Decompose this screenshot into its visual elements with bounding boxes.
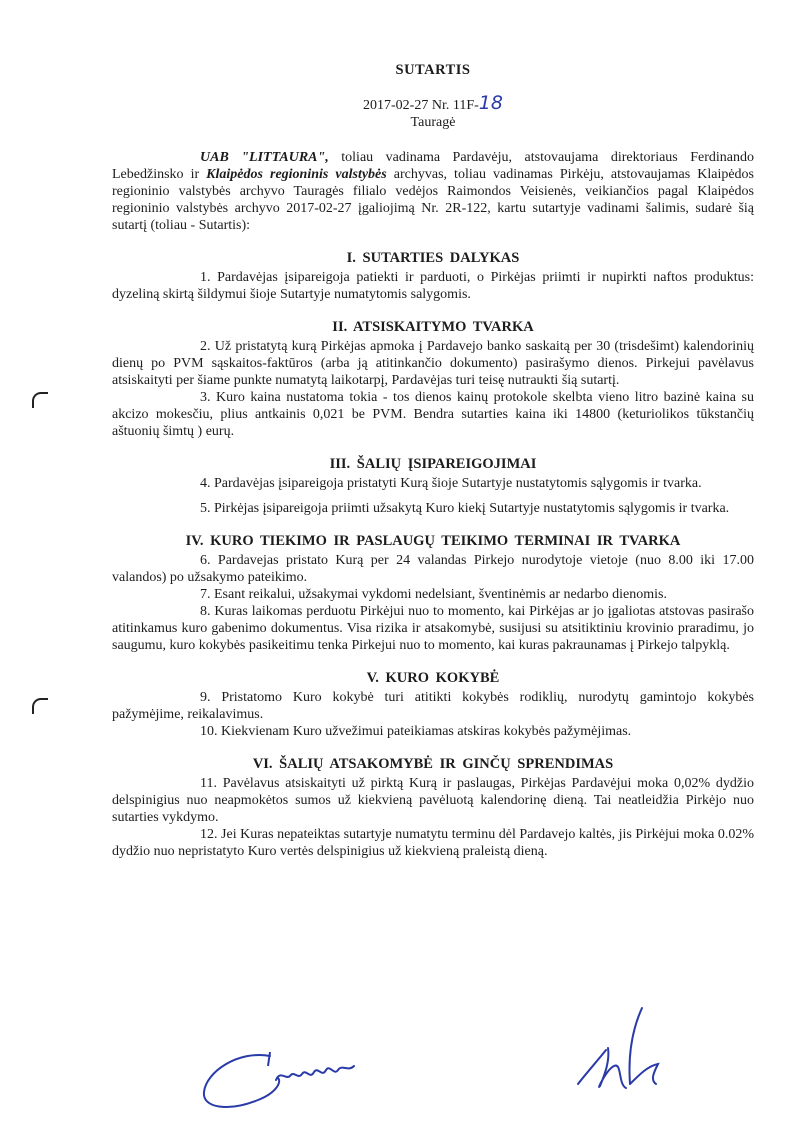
section-heading-1: I. SUTARTIES DALYKAS <box>346 250 520 266</box>
clause-2: 2. Už pristatytą kurą Pirkėjas apmoka į Pardavejo banko saskaitą per 30 (trisdešimt) kalendorinių dienų po PVM sąskaitos-faktūros (arba ją atitinkančio dokumento) pasirašymo dienos. Pirkejui pavėlavus atsiskaityti per šiame punkte numatytą laikotarpį, Pardavėjas turi teisę nutraukti šią sutartį. <box>112 339 754 388</box>
seller-name: UAB "LITTAURA", <box>200 150 329 165</box>
section-heading-2: II. ATSISKAITYMO TVARKA <box>332 319 534 335</box>
section-heading-5: V. KURO KOKYBĖ <box>366 670 500 686</box>
intro-paragraph <box>112 149 754 234</box>
clause-8: 8. Kuras laikomas perduotu Pirkėjui nuo to momento, kai Pirkėjas ar jo įgaliotas atstovas pasirašo atitinkamus kuro gabenimo dokumentus. Visa rizika ir atsakomybė, susijusi su atsitiktiniu krovinio praradimu, jo saugumu, kuro kokybės pasikeitimu tenka Pirkejui nuo to momento, kai kuras pakraunamas į Pirkejo talpyklą. <box>112 604 754 653</box>
date-and-number <box>112 92 754 114</box>
clause-11: 11. Pavėlavus atsiskaityti už pirktą Kurą ir paslaugas, Pirkėjas Pardavėjui moka 0,02% dydžio delspinigius nuo neapmokėtos sumos už kiekvieną pavėluotą kalendorinę dieną. Tai neatleidžia Pirkėjo nuo sutarties vykdymo. <box>112 776 754 825</box>
clause-6: 6. Pardavejas pristato Kurą per 24 valandas Pirkejo nurodytoje vietoje (nuo 8.00 iki 17.00 valandos) po užsakymo pateikimo. <box>112 553 754 585</box>
clause-4: 4. Pardavėjas įsipareigoja pristatyti Kurą šioje Sutartyje nustatytomis sąlygomis ir tvarka. <box>200 476 702 491</box>
buyer-signature <box>570 1000 680 1095</box>
clause-7: 7. Esant reikalui, užsakymai vykdomi nedelsiant, šventinėmis ar nedarbo dienomis. <box>200 587 667 602</box>
section-heading-4: IV. KURO TIEKIMO IR PASLAUGŲ TEIKIMO TERMINAI IR TVARKA <box>185 533 681 549</box>
intro-text-1: toliau vadinama Pardavėju, atstovaujama direktoriaus Ferdinando Lebedžinsko ir <box>112 150 754 182</box>
document-title: SUTARTIS <box>395 62 471 78</box>
clause-1: 1. Pardavėjas įsipareigoja patiekti ir parduoti, o Pirkėjas priimti ir nupirkti naftos produktus: dyzeliną skirtą šildymui šioje Sutartyje numatytomis salygomis. <box>112 270 754 302</box>
punch-hole-mark-upper <box>32 392 48 408</box>
clause-12: 12. Jei Kuras nepateiktas sutartyje numatytu terminu dėl Pardavejo kaltės, jis Pirkėjui moka 0.02% dydžio nuo nepristatyto Kuro vertės delspinigius už kiekvieną praleistą dieną. <box>112 827 754 859</box>
punch-hole-mark-lower <box>32 698 48 714</box>
buyer-name: Klaipėdos regioninis valstybės <box>206 167 387 182</box>
clause-3: 3. Kuro kaina nustatoma tokia - tos dienos kainų protokole skelbta vieno litro bazinė kaina su akcizo mokesčiu, plius antkainis 0,021 be PVM. Bendra sutarties kaina iki 14800 (keturiolikos tūkstančių aštuonių šimtų ) eurų. <box>112 390 754 439</box>
section-heading-6: VI. ŠALIŲ ATSAKOMYBĖ IR GINČŲ SPRENDIMAS <box>252 756 614 772</box>
seller-signature <box>198 1040 398 1115</box>
section-heading-3: III. ŠALIŲ ĮSIPAREIGOJIMAI <box>329 456 537 472</box>
date-line-text: 2017-02-27 Nr. 11F- <box>363 98 479 113</box>
intro-text-2: archyvas, toliau vadinamas Pirkėju, atstovaujamas Klaipėdos regioninio valstybės archyvo Tauragės filialo vedėjos Raimondos Veisienės, veikiančios pagal Klaipėdos regioninio valstybės archyvo 2017-02-27 įgaliojimą Nr. 2R-122, kartu sutartyje vadinami šalimis, sudarė šią sutartį (toliau - Sutartis): <box>112 167 754 233</box>
clause-10: 10. Kiekvienam Kuro užvežimui pateikiamas atskiras kokybės pažymėjimas. <box>200 724 632 739</box>
handwritten-contract-number: 18 <box>478 92 503 114</box>
clause-5: 5. Pirkėjas įsipareigoja priimti užsakytą Kuro kiekį Sutartyje nustatytomis sąlygomis ir tvarka. <box>200 501 730 516</box>
contract-body <box>112 62 754 860</box>
clause-9: 9. Pristatomo Kuro kokybė turi atitikti kokybės rodiklių, nurodytų gamintojo kokybės pažymėjime, reikalavimus. <box>112 690 754 722</box>
place: Tauragė <box>410 115 456 130</box>
